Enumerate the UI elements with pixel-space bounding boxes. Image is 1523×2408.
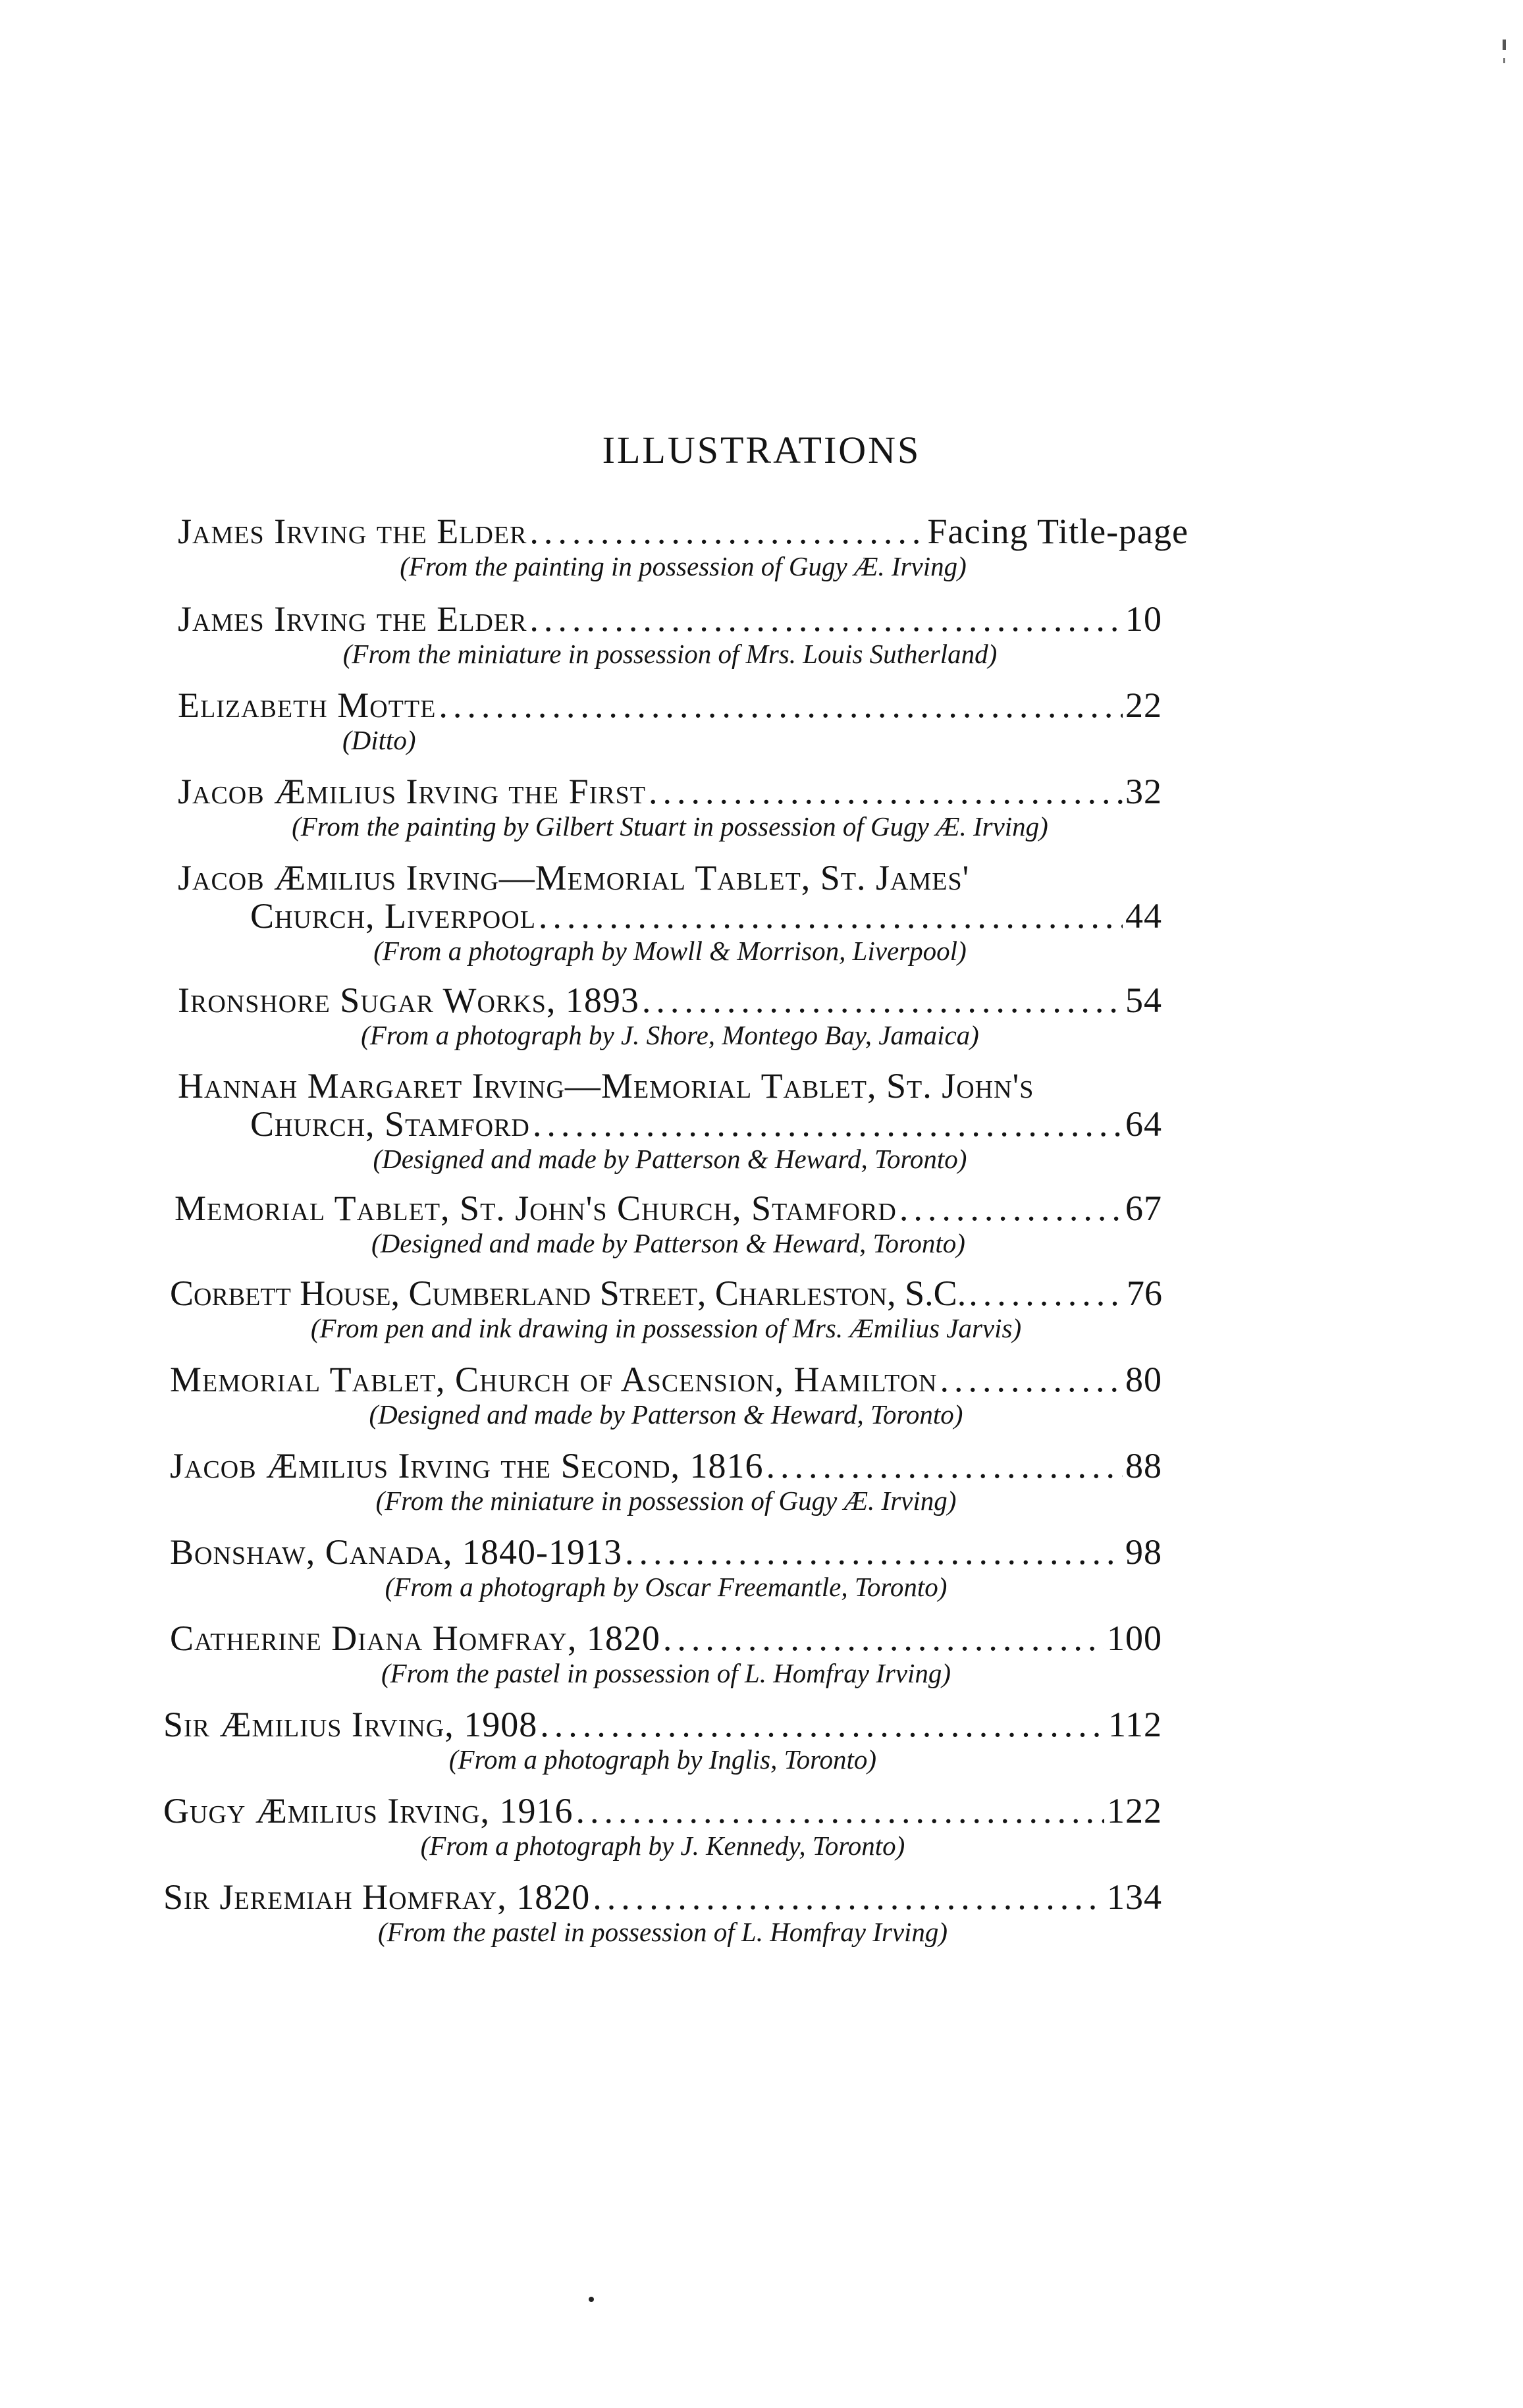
entry-credit: (From a photograph by J. Shore, Montego Bay, Jamaica) [361, 1020, 979, 1050]
illustration-entry [178, 772, 1162, 842]
entry-title: Memorial Tablet, St. John's Church, Stamford [174, 1189, 897, 1228]
entry-credit: (From a photograph by J. Kennedy, Toronto) [420, 1831, 905, 1861]
dot-leader [439, 686, 1123, 724]
entry-line [170, 1533, 1162, 1571]
entry-page: 32 [1125, 772, 1162, 811]
entry-credit: (Ditto) [342, 725, 416, 755]
entry-page: Facing Title-page [927, 512, 1189, 551]
dot-leader [533, 1105, 1123, 1143]
illustration-entry [178, 1067, 1162, 1175]
entry-line [170, 1360, 1162, 1399]
entry-page: 134 [1107, 1877, 1162, 1917]
entry-line [178, 600, 1162, 638]
entry-line [178, 859, 1162, 897]
entry-title: Corbett House, Cumberland Street, Charleston, S.C. [170, 1273, 967, 1313]
entry-page: 64 [1125, 1104, 1162, 1144]
entry-title: Ironshore Sugar Works, 1893 [178, 980, 639, 1020]
illustration-entry [170, 1533, 1162, 1603]
entry-line [178, 1067, 1162, 1105]
entry-title: Jacob Æmilius Irving—Memorial Tablet, St. James' [178, 858, 970, 897]
dot-leader [593, 1878, 1104, 1916]
entry-credit: (From a photograph by Oscar Freemantle, Toronto) [385, 1572, 948, 1602]
entry-line [163, 1705, 1162, 1744]
scan-mark [1503, 40, 1506, 50]
entry-page: 98 [1125, 1532, 1162, 1572]
dot-leader [625, 1533, 1123, 1571]
entry-line [170, 1619, 1162, 1657]
illustration-entry [178, 512, 1189, 582]
scan-mark [1503, 58, 1505, 63]
dot-leader [969, 1274, 1124, 1312]
entry-title-continuation: Church, Stamford [250, 1104, 530, 1144]
entry-page: 22 [1125, 685, 1162, 725]
entry-title: Gugy Æmilius Irving, 1916 [163, 1791, 574, 1831]
dot-leader [663, 1619, 1104, 1657]
dot-leader [642, 981, 1123, 1019]
entry-credit: (Designed and made by Patterson & Heward, Toronto) [371, 1228, 965, 1258]
dot-leader [529, 512, 924, 550]
illustration-entry [163, 1705, 1162, 1775]
entry-line [174, 1189, 1162, 1227]
dot-leader [539, 897, 1123, 935]
illustration-entry [178, 859, 1162, 967]
dot-leader [899, 1189, 1123, 1227]
illustration-entry [170, 1274, 1162, 1344]
dot-leader [940, 1360, 1123, 1399]
dot-leader [766, 1447, 1123, 1485]
page-title: ILLUSTRATIONS [602, 429, 921, 471]
entry-credit: (From a photograph by Mowll & Morrison, Liverpool) [373, 936, 967, 966]
entry-title: Elizabeth Motte [178, 685, 437, 725]
dot-leader [649, 772, 1123, 811]
entry-credit: (From the painting in possession of Gugy Æ. Irving) [400, 551, 967, 581]
entry-page: 88 [1125, 1446, 1162, 1485]
entry-page: 44 [1125, 896, 1162, 936]
entry-line [178, 897, 1162, 935]
entry-title: James Irving the Elder [178, 512, 527, 551]
dot-leader [529, 600, 1123, 638]
entry-page: 54 [1125, 980, 1162, 1020]
entry-line [170, 1447, 1162, 1485]
entry-credit: (Designed and made by Patterson & Heward, Toronto) [373, 1144, 967, 1174]
entry-title: Hannah Margaret Irving—Memorial Tablet, St. John's [178, 1066, 1034, 1106]
illustration-entry [170, 1360, 1162, 1430]
entry-title: Jacob Æmilius Irving the First [178, 772, 647, 811]
entry-page: 67 [1125, 1189, 1162, 1228]
entry-title: Catherine Diana Homfray, 1820 [170, 1619, 660, 1658]
illustration-entry [170, 1447, 1162, 1516]
entry-line [170, 1274, 1162, 1312]
entry-title: Sir Æmilius Irving, 1908 [163, 1705, 538, 1744]
entry-title: Memorial Tablet, Church of Ascension, Hamilton [170, 1360, 938, 1399]
entry-credit: (From the pastel in possession of L. Homfray Irving) [381, 1658, 951, 1688]
illustration-entry [163, 1792, 1162, 1861]
entry-page: 122 [1107, 1791, 1162, 1831]
entry-page: 10 [1125, 599, 1162, 639]
entry-line [163, 1792, 1162, 1830]
entry-line [178, 981, 1162, 1019]
illustration-entry [170, 1619, 1162, 1689]
page-dot [589, 2297, 594, 2302]
entry-title: Bonshaw, Canada, 1840-1913 [170, 1532, 622, 1572]
entry-title: Sir Jeremiah Homfray, 1820 [163, 1877, 591, 1917]
entry-credit: (From the painting by Gilbert Stuart in possession of Gugy Æ. Irving) [292, 811, 1048, 842]
illustration-entry [174, 1189, 1162, 1259]
entry-title: James Irving the Elder [178, 599, 527, 639]
entry-page: 112 [1108, 1705, 1162, 1744]
entry-credit: (From a photograph by Inglis, Toronto) [448, 1744, 877, 1775]
entry-credit: (Designed and made by Patterson & Heward, Toronto) [369, 1399, 963, 1430]
dot-leader [540, 1705, 1106, 1744]
entry-line [178, 772, 1162, 811]
illustration-entry [178, 600, 1162, 670]
entry-credit: (From the miniature in possession of Gugy Æ. Irving) [375, 1485, 957, 1516]
dot-leader [576, 1792, 1105, 1830]
entry-credit: (From the miniature in possession of Mrs. Louis Sutherland) [342, 639, 998, 669]
entry-title-continuation: Church, Liverpool [250, 896, 536, 936]
entry-credit: (From pen and ink drawing in possession of Mrs. Æmilius Jarvis) [310, 1313, 1022, 1343]
illustration-entry [178, 981, 1162, 1051]
illustration-entry [163, 1878, 1162, 1948]
entry-page: 100 [1107, 1619, 1162, 1658]
entry-page: 76 [1127, 1273, 1162, 1313]
entry-line [178, 1105, 1162, 1143]
entry-line [163, 1878, 1162, 1916]
entry-line [178, 686, 1162, 724]
entry-page: 80 [1125, 1360, 1162, 1399]
entry-title: Jacob Æmilius Irving the Second, 1816 [170, 1446, 764, 1485]
illustration-entry [178, 686, 1162, 756]
entry-credit: (From the pastel in possession of L. Homfray Irving) [377, 1917, 948, 1947]
entry-line [178, 512, 1189, 550]
